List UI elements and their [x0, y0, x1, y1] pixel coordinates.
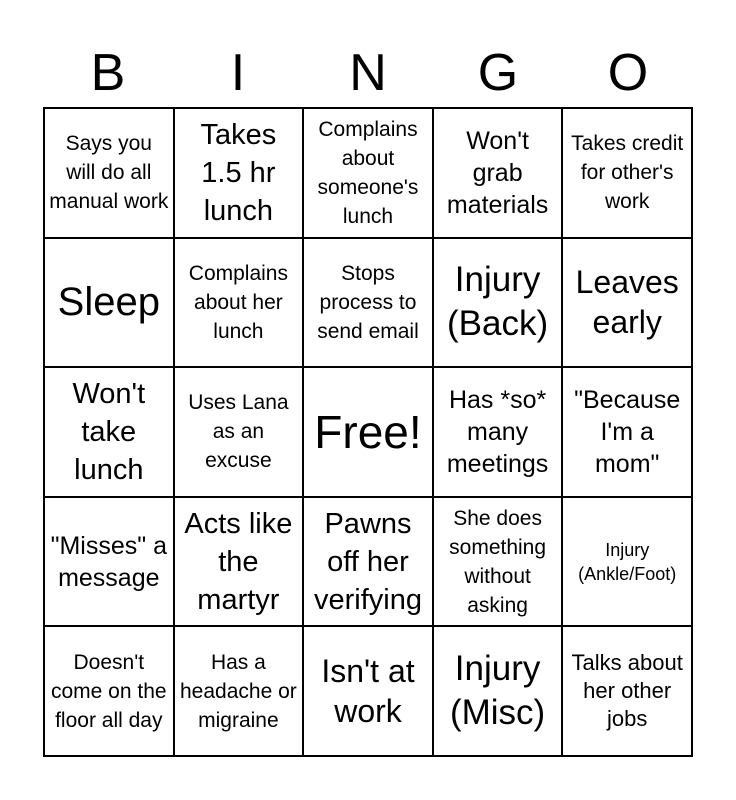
cell-text: Complains about her lunch	[188, 261, 288, 343]
bingo-cell[interactable]	[174, 497, 304, 627]
cell-text: Doesn't come on the floor all day	[51, 650, 167, 732]
bingo-cell[interactable]	[174, 626, 304, 756]
bingo-cell[interactable]	[174, 238, 304, 368]
cell-text: Won't take lunch	[72, 377, 146, 486]
cell-text: Injury (Back)	[447, 260, 549, 344]
cell-text: Takes 1.5 hr lunch	[200, 118, 277, 227]
bingo-cell[interactable]	[433, 626, 563, 756]
cell-text: "Misses" a message	[50, 531, 167, 592]
bingo-cell[interactable]	[562, 367, 692, 497]
cell-text: She does something without asking	[449, 506, 547, 617]
cell-text: Won't grab materials	[446, 126, 549, 219]
header-letter-b: B	[90, 44, 126, 102]
cell-text: Has a headache or migraine	[180, 650, 297, 732]
header-letter-o: O	[607, 44, 649, 102]
cell-text: Complains about someone's lunch	[317, 117, 419, 228]
bingo-header	[43, 40, 693, 106]
header-letter-g: G	[477, 44, 519, 102]
cell-text: Acts like the martyr	[184, 507, 293, 616]
cell-text: "Because I'm a mom"	[574, 385, 681, 478]
cell-text: Takes credit for other's work	[571, 132, 684, 214]
bingo-cell[interactable]	[174, 367, 304, 497]
cell-text: Uses Lana as an excuse	[188, 391, 289, 473]
cell-text: Has *so* many meetings	[446, 385, 549, 478]
bingo-cell[interactable]	[562, 497, 692, 627]
bingo-cell[interactable]	[174, 108, 304, 238]
cell-text: Free!	[314, 405, 422, 458]
header-letter-i: I	[230, 44, 246, 102]
cell-text: Leaves early	[575, 264, 679, 341]
cell-text: Injury (Ankle/Foot)	[578, 539, 677, 584]
bingo-cell[interactable]	[433, 238, 563, 368]
bingo-cell[interactable]	[303, 497, 433, 627]
bingo-cell[interactable]	[44, 238, 174, 368]
bingo-cell[interactable]	[562, 238, 692, 368]
bingo-cell[interactable]	[44, 367, 174, 497]
bingo-cell[interactable]	[433, 367, 563, 497]
bingo-cell[interactable]	[44, 497, 174, 627]
cell-text: Injury (Misc)	[449, 649, 546, 733]
bingo-cell[interactable]	[562, 108, 692, 238]
bingo-cell[interactable]	[433, 108, 563, 238]
bingo-cell[interactable]	[562, 626, 692, 756]
bingo-cell[interactable]	[44, 626, 174, 756]
cell-text: Isn't at work	[321, 653, 415, 730]
bingo-cell[interactable]	[303, 238, 433, 368]
bingo-cell[interactable]	[303, 626, 433, 756]
cell-text: Says you will do all manual work	[49, 132, 169, 214]
bingo-cell[interactable]	[44, 108, 174, 238]
free-cell[interactable]	[303, 367, 433, 497]
bingo-cell[interactable]	[303, 108, 433, 238]
cell-text: Sleep	[57, 280, 160, 325]
header-letter-n: N	[349, 44, 387, 102]
cell-text: Pawns off her verifying	[313, 507, 422, 616]
bingo-board	[43, 107, 693, 757]
cell-text: Talks about her other jobs	[571, 650, 683, 732]
bingo-cell[interactable]	[433, 497, 563, 627]
cell-text: Stops process to send email	[317, 261, 419, 343]
